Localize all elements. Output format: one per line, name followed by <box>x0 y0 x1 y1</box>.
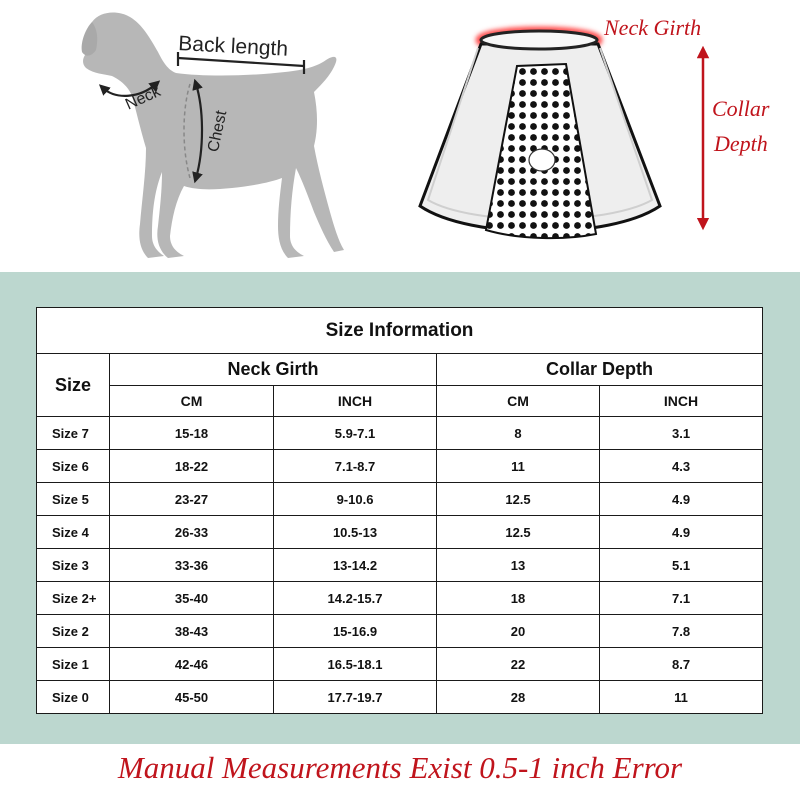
table-row <box>37 516 763 549</box>
neck-label: Neck <box>123 83 164 114</box>
cone-collar-image <box>420 30 660 238</box>
size-cell: Size 3 <box>37 549 110 582</box>
illustration-panel <box>0 0 800 272</box>
neck-inch-cell: 9-10.6 <box>274 483 437 516</box>
depth-cm-cell: 12.5 <box>437 516 600 549</box>
depth-cm-cell: 18 <box>437 582 600 615</box>
table-row <box>37 648 763 681</box>
table-row <box>37 681 763 714</box>
size-cell: Size 2 <box>37 615 110 648</box>
table-row <box>37 549 763 582</box>
size-column-header: Size <box>37 354 110 417</box>
depth-cm-cell: 13 <box>437 549 600 582</box>
neck-inch-cell: 10.5-13 <box>274 516 437 549</box>
neck-inch-cell: 13-14.2 <box>274 549 437 582</box>
measurement-error-note: Manual Measurements Exist 0.5-1 inch Error <box>117 750 683 785</box>
depth-cm-cell: 20 <box>437 615 600 648</box>
depth-cm-cell: 8 <box>437 417 600 450</box>
table-row <box>37 615 763 648</box>
neck-inch-cell: 14.2-15.7 <box>274 582 437 615</box>
table-row <box>37 582 763 615</box>
depth-inch-cell: 7.8 <box>600 615 763 648</box>
depth-label: Depth <box>714 131 768 156</box>
depth-cm-cell: 12.5 <box>437 483 600 516</box>
neck-cm-cell: 15-18 <box>110 417 274 450</box>
neck-cm-header: CM <box>110 386 274 417</box>
depth-inch-cell: 5.1 <box>600 549 763 582</box>
neck-inch-cell: 7.1-8.7 <box>274 450 437 483</box>
depth-inch-cell: 4.9 <box>600 483 763 516</box>
neck-girth-header: Neck Girth <box>110 354 437 386</box>
size-table <box>36 307 763 714</box>
neck-cm-cell: 42-46 <box>110 648 274 681</box>
depth-inch-header: INCH <box>600 386 763 417</box>
depth-inch-cell: 7.1 <box>600 582 763 615</box>
table-row <box>37 417 763 450</box>
size-cell: Size 4 <box>37 516 110 549</box>
neck-inch-header: INCH <box>274 386 437 417</box>
neck-cm-cell: 23-27 <box>110 483 274 516</box>
neck-cm-cell: 33-36 <box>110 549 274 582</box>
depth-inch-cell: 3.1 <box>600 417 763 450</box>
depth-inch-cell: 8.7 <box>600 648 763 681</box>
depth-inch-cell: 4.3 <box>600 450 763 483</box>
neck-inch-cell: 17.7-19.7 <box>274 681 437 714</box>
depth-cm-header: CM <box>437 386 600 417</box>
neck-cm-cell: 26-33 <box>110 516 274 549</box>
neck-cm-cell: 45-50 <box>110 681 274 714</box>
size-cell: Size 2+ <box>37 582 110 615</box>
table-row <box>37 450 763 483</box>
table-row <box>37 483 763 516</box>
depth-cm-cell: 22 <box>437 648 600 681</box>
collar-depth-header: Collar Depth <box>437 354 763 386</box>
depth-cm-cell: 11 <box>437 450 600 483</box>
neck-cm-cell: 38-43 <box>110 615 274 648</box>
size-cell: Size 0 <box>37 681 110 714</box>
neck-girth-label: Neck Girth <box>604 15 702 40</box>
neck-cm-cell: 35-40 <box>110 582 274 615</box>
back-length-label: Back length <box>177 32 289 61</box>
collar-label: Collar <box>712 96 770 121</box>
size-cell: Size 1 <box>37 648 110 681</box>
chest-label: Chest <box>205 109 231 154</box>
depth-inch-cell: 4.9 <box>600 516 763 549</box>
neck-inch-cell: 16.5-18.1 <box>274 648 437 681</box>
depth-inch-cell: 11 <box>600 681 763 714</box>
footer <box>0 744 800 800</box>
neck-inch-cell: 15-16.9 <box>274 615 437 648</box>
neck-inch-cell: 5.9-7.1 <box>274 417 437 450</box>
neck-cm-cell: 18-22 <box>110 450 274 483</box>
depth-cm-cell: 28 <box>437 681 600 714</box>
size-cell: Size 6 <box>37 450 110 483</box>
table-title: Size Information <box>37 308 763 354</box>
size-cell: Size 5 <box>37 483 110 516</box>
size-cell: Size 7 <box>37 417 110 450</box>
